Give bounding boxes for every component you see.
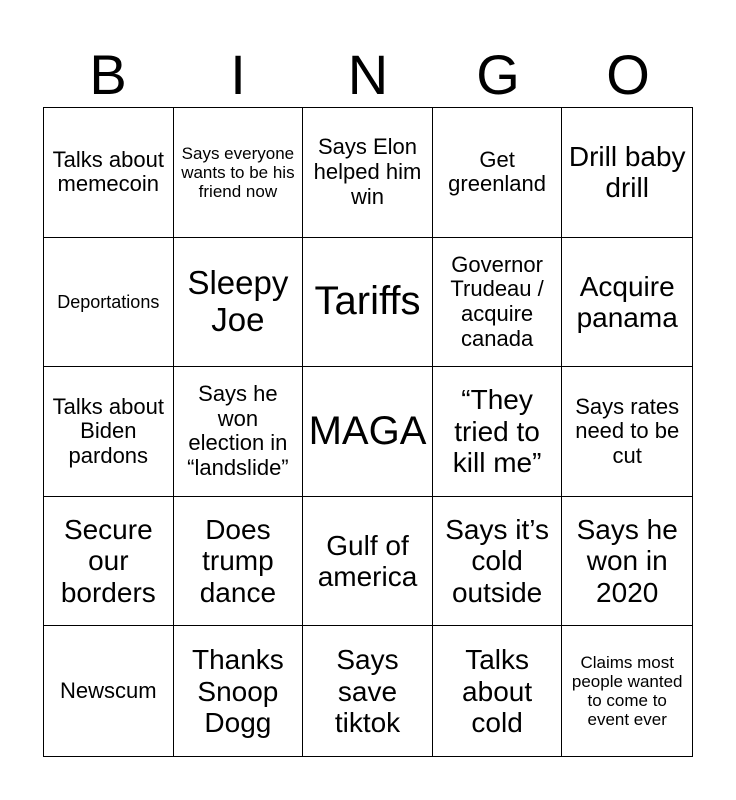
cell-text: Thanks Snoop Dogg [191, 644, 284, 738]
bingo-cell[interactable] [433, 238, 563, 368]
bingo-cell[interactable] [303, 626, 433, 756]
cell-text: Says rates need to be cut [575, 393, 680, 468]
cell-text: Says he won in 2020 [576, 514, 678, 608]
bingo-cell[interactable] [44, 367, 174, 497]
bingo-cell[interactable] [44, 626, 174, 756]
cell-text: Says it’s cold outside [445, 514, 549, 608]
cell-text: Secure our borders [60, 514, 156, 608]
bingo-cell[interactable] [303, 497, 433, 627]
header-letter-b: B [89, 43, 127, 106]
bingo-cell[interactable] [433, 497, 563, 627]
bingo-cell[interactable] [562, 626, 692, 756]
bingo-cell[interactable] [303, 108, 433, 238]
cell-text: Says he won election in “landslide” [187, 381, 289, 481]
bingo-cell[interactable] [44, 108, 174, 238]
header-letter-n: N [347, 43, 389, 106]
cell-text: Says Elon helped him win [313, 134, 422, 209]
cell-text: Talks about memecoin [52, 146, 164, 197]
bingo-cell[interactable] [562, 238, 692, 368]
bingo-cell[interactable] [303, 367, 433, 497]
cell-text: MAGA [308, 409, 427, 454]
cell-text: Sleepy Joe [187, 263, 289, 338]
cell-text: Does trump dance [199, 514, 277, 608]
bingo-cell[interactable] [433, 626, 563, 756]
cell-text: Tariffs [314, 279, 421, 324]
cell-text: Talks about cold [462, 644, 533, 738]
bingo-cell[interactable] [562, 497, 692, 627]
cell-text: Get greenland [448, 146, 547, 197]
cell-text: Deportations [57, 291, 160, 312]
bingo-cell[interactable] [562, 108, 692, 238]
header-letter-g: G [476, 43, 520, 106]
bingo-cell[interactable] [433, 367, 563, 497]
cell-text: Newscum [60, 677, 157, 703]
header-letter-o: O [606, 43, 650, 106]
cell-text: Says everyone wants to be his friend now [181, 143, 295, 201]
cell-text: Gulf of america [317, 529, 418, 593]
cell-text: Acquire panama [576, 270, 678, 333]
cell-text: Drill baby drill [568, 140, 686, 204]
cell-text: Says save tiktok [334, 644, 401, 738]
bingo-cell[interactable] [562, 367, 692, 497]
bingo-cell[interactable] [433, 108, 563, 238]
bingo-cell[interactable] [174, 497, 304, 627]
header-letter-i: I [230, 43, 246, 106]
cell-text: Governor Trudeau / acquire canada [450, 251, 544, 351]
bingo-cell[interactable] [174, 367, 304, 497]
bingo-cell[interactable] [174, 108, 304, 238]
bingo-cell[interactable] [174, 238, 304, 368]
bingo-cell[interactable] [44, 238, 174, 368]
bingo-board [43, 107, 693, 757]
cell-text: Claims most people wanted to come to event ever [571, 653, 683, 730]
bingo-header [43, 42, 693, 108]
bingo-cell[interactable] [303, 238, 433, 368]
bingo-cell[interactable] [44, 497, 174, 627]
cell-text: “They tried to kill me” [452, 384, 542, 479]
bingo-cell[interactable] [174, 626, 304, 756]
cell-text: Talks about Biden pardons [52, 393, 164, 468]
